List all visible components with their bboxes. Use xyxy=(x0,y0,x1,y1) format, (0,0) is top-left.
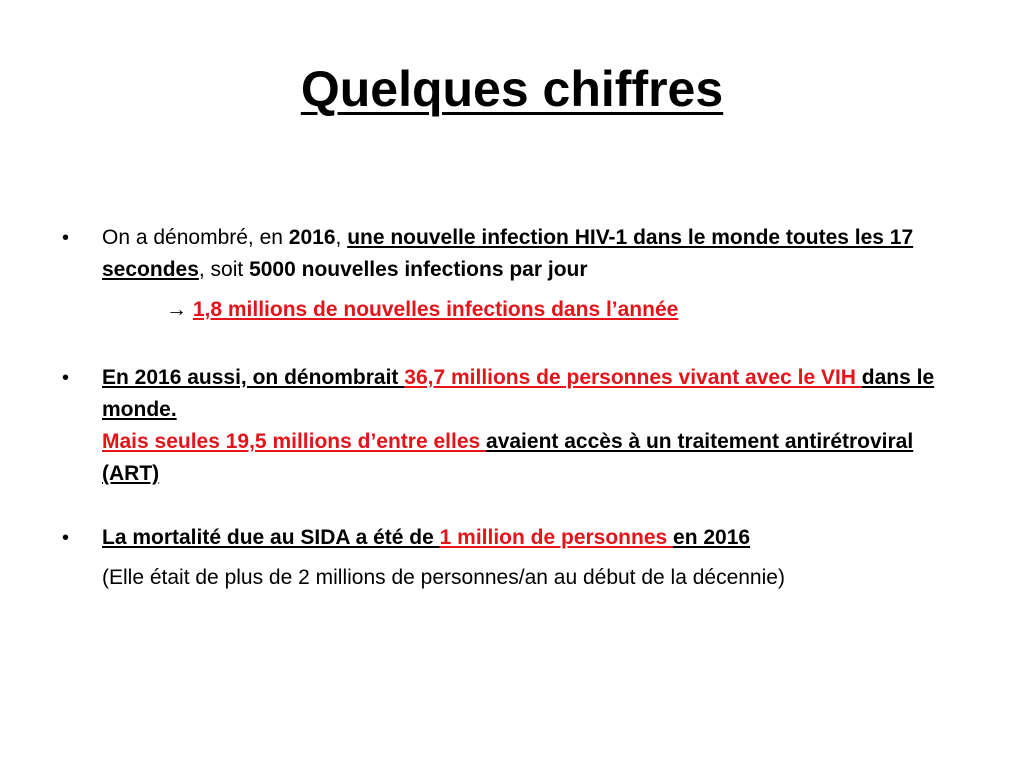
b1-per-day: 5000 nouvelles infections par jour xyxy=(249,258,588,281)
b2-living-count: 36,7 millions de personnes vivant avec le VIH xyxy=(404,366,862,389)
slide-body xyxy=(56,222,956,594)
b3-text-1: La mortalité due au SIDA a été de xyxy=(102,526,440,549)
b2-text-2: dans le monde. xyxy=(102,366,935,421)
b2-text-3: avaient accès à un traitement antirétroviral (ART) xyxy=(102,430,914,485)
spacer xyxy=(56,490,956,522)
bullet-dot: • xyxy=(62,367,70,389)
bullet-people-living xyxy=(56,362,956,490)
b2-treated-count: Mais seules 19,5 millions d’entre elles xyxy=(102,430,487,453)
spacer xyxy=(56,326,956,362)
b1-text-3: , soit xyxy=(198,258,250,281)
b3-deaths: 1 million de personnes xyxy=(439,526,674,549)
mortality-note: (Elle était de plus de 2 millions de personnes/an au début de la décennie) xyxy=(102,566,785,589)
bullet-mortality xyxy=(56,522,956,554)
bullet-dot: • xyxy=(62,527,70,549)
arrow-icon: → xyxy=(166,298,187,321)
b1-year: 2016 xyxy=(288,226,336,249)
b2-text-1: En 2016 aussi, on dénombrait xyxy=(102,366,405,389)
b1-rate: une nouvelle infection HIV-1 dans le monde toutes les 17 secondes xyxy=(102,226,914,281)
bullet-dot: • xyxy=(62,227,70,249)
annual-infections-text: 1,8 millions de nouvelles infections dans l’année xyxy=(192,298,679,321)
bullet-new-infections xyxy=(56,222,956,286)
b1-text-2: , xyxy=(335,226,348,249)
slide-title: Quelques chiffres xyxy=(300,61,724,117)
annual-infections-line xyxy=(56,294,956,326)
b1-text-1: On a dénombré, en xyxy=(102,226,289,249)
b3-year: en 2016 xyxy=(673,526,751,549)
